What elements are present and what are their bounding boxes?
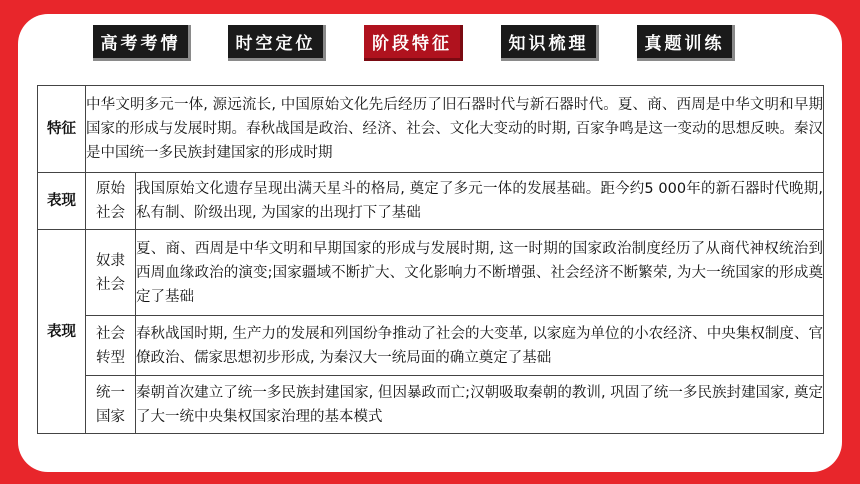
sub-category-line: 社会 xyxy=(96,205,125,221)
sub-category-line: 转型 xyxy=(96,349,125,366)
sub-category-line: 统一 xyxy=(96,384,125,401)
sub-category xyxy=(86,173,136,230)
sub-category xyxy=(86,230,136,316)
row-text: 夏、商、西周是中华文明和早期国家的形成与发展时期, 这一时期的国家政治制度经历了从商代神权统治到西周血缘政治的演变;国家疆域不断扩大、文化影响力不断增强、社会经济不断繁荣, 为大一统国家的形成奠定了基础 xyxy=(136,230,824,316)
section-tabs xyxy=(0,25,860,61)
tab-stage-features[interactable]: 阶段特征 xyxy=(364,25,463,61)
row-text: 春秋战国时期, 生产力的发展和列国纷争推动了社会的大变革, 以家庭为单位的小农经济、中央集权制度、官僚政治、儒家思想初步形成, 为秦汉大一统局面的确立奠定了基础 xyxy=(136,316,824,376)
row-text: 秦朝首次建立了统一多民族封建国家, 但因暴政而亡;汉朝吸取秦朝的教训, 巩固了统一多民族封建国家, 奠定了大一统中央集权国家治理的基本模式 xyxy=(136,376,824,434)
sub-category-line: 社会 xyxy=(96,325,125,342)
sub-category xyxy=(86,316,136,376)
tab-exam-overview[interactable]: 高考考情 xyxy=(93,25,191,61)
performance-label: 表现 xyxy=(38,173,86,230)
table-row xyxy=(38,86,824,173)
stage-features-table xyxy=(37,85,824,434)
tab-exam-practice[interactable]: 真题训练 xyxy=(637,25,735,61)
performance-label: 表现 xyxy=(38,230,86,434)
sub-category-line: 社会 xyxy=(96,276,125,293)
table-row xyxy=(38,230,824,316)
sub-category xyxy=(86,376,136,434)
sub-category-line: 国家 xyxy=(96,408,125,425)
sub-category-line: 原始 xyxy=(96,181,125,197)
sub-category-line: 奴隶 xyxy=(96,252,125,269)
table-row xyxy=(38,316,824,376)
feature-label: 特征 xyxy=(38,86,86,173)
table-row xyxy=(38,173,824,230)
feature-text: 中华文明多元一体, 源远流长, 中国原始文化先后经历了旧石器时代与新石器时代。夏、商、西周是中华文明和早期国家的形成与发展时期。春秋战国是政治、经济、社会、文化大变动的时期, 百家争鸣是这一变动的思想反映。秦汉是中国统一多民族封建国家的形成时期 xyxy=(86,86,824,173)
tab-knowledge-review[interactable]: 知识梳理 xyxy=(501,25,599,61)
tab-time-space[interactable]: 时空定位 xyxy=(228,25,326,61)
row-text: 我国原始文化遗存呈现出满天星斗的格局, 奠定了多元一体的发展基础。距今约5 000年的新石器时代晚期, 私有制、阶级出现, 为国家的出现打下了基础 xyxy=(136,173,824,230)
table-row xyxy=(38,376,824,434)
